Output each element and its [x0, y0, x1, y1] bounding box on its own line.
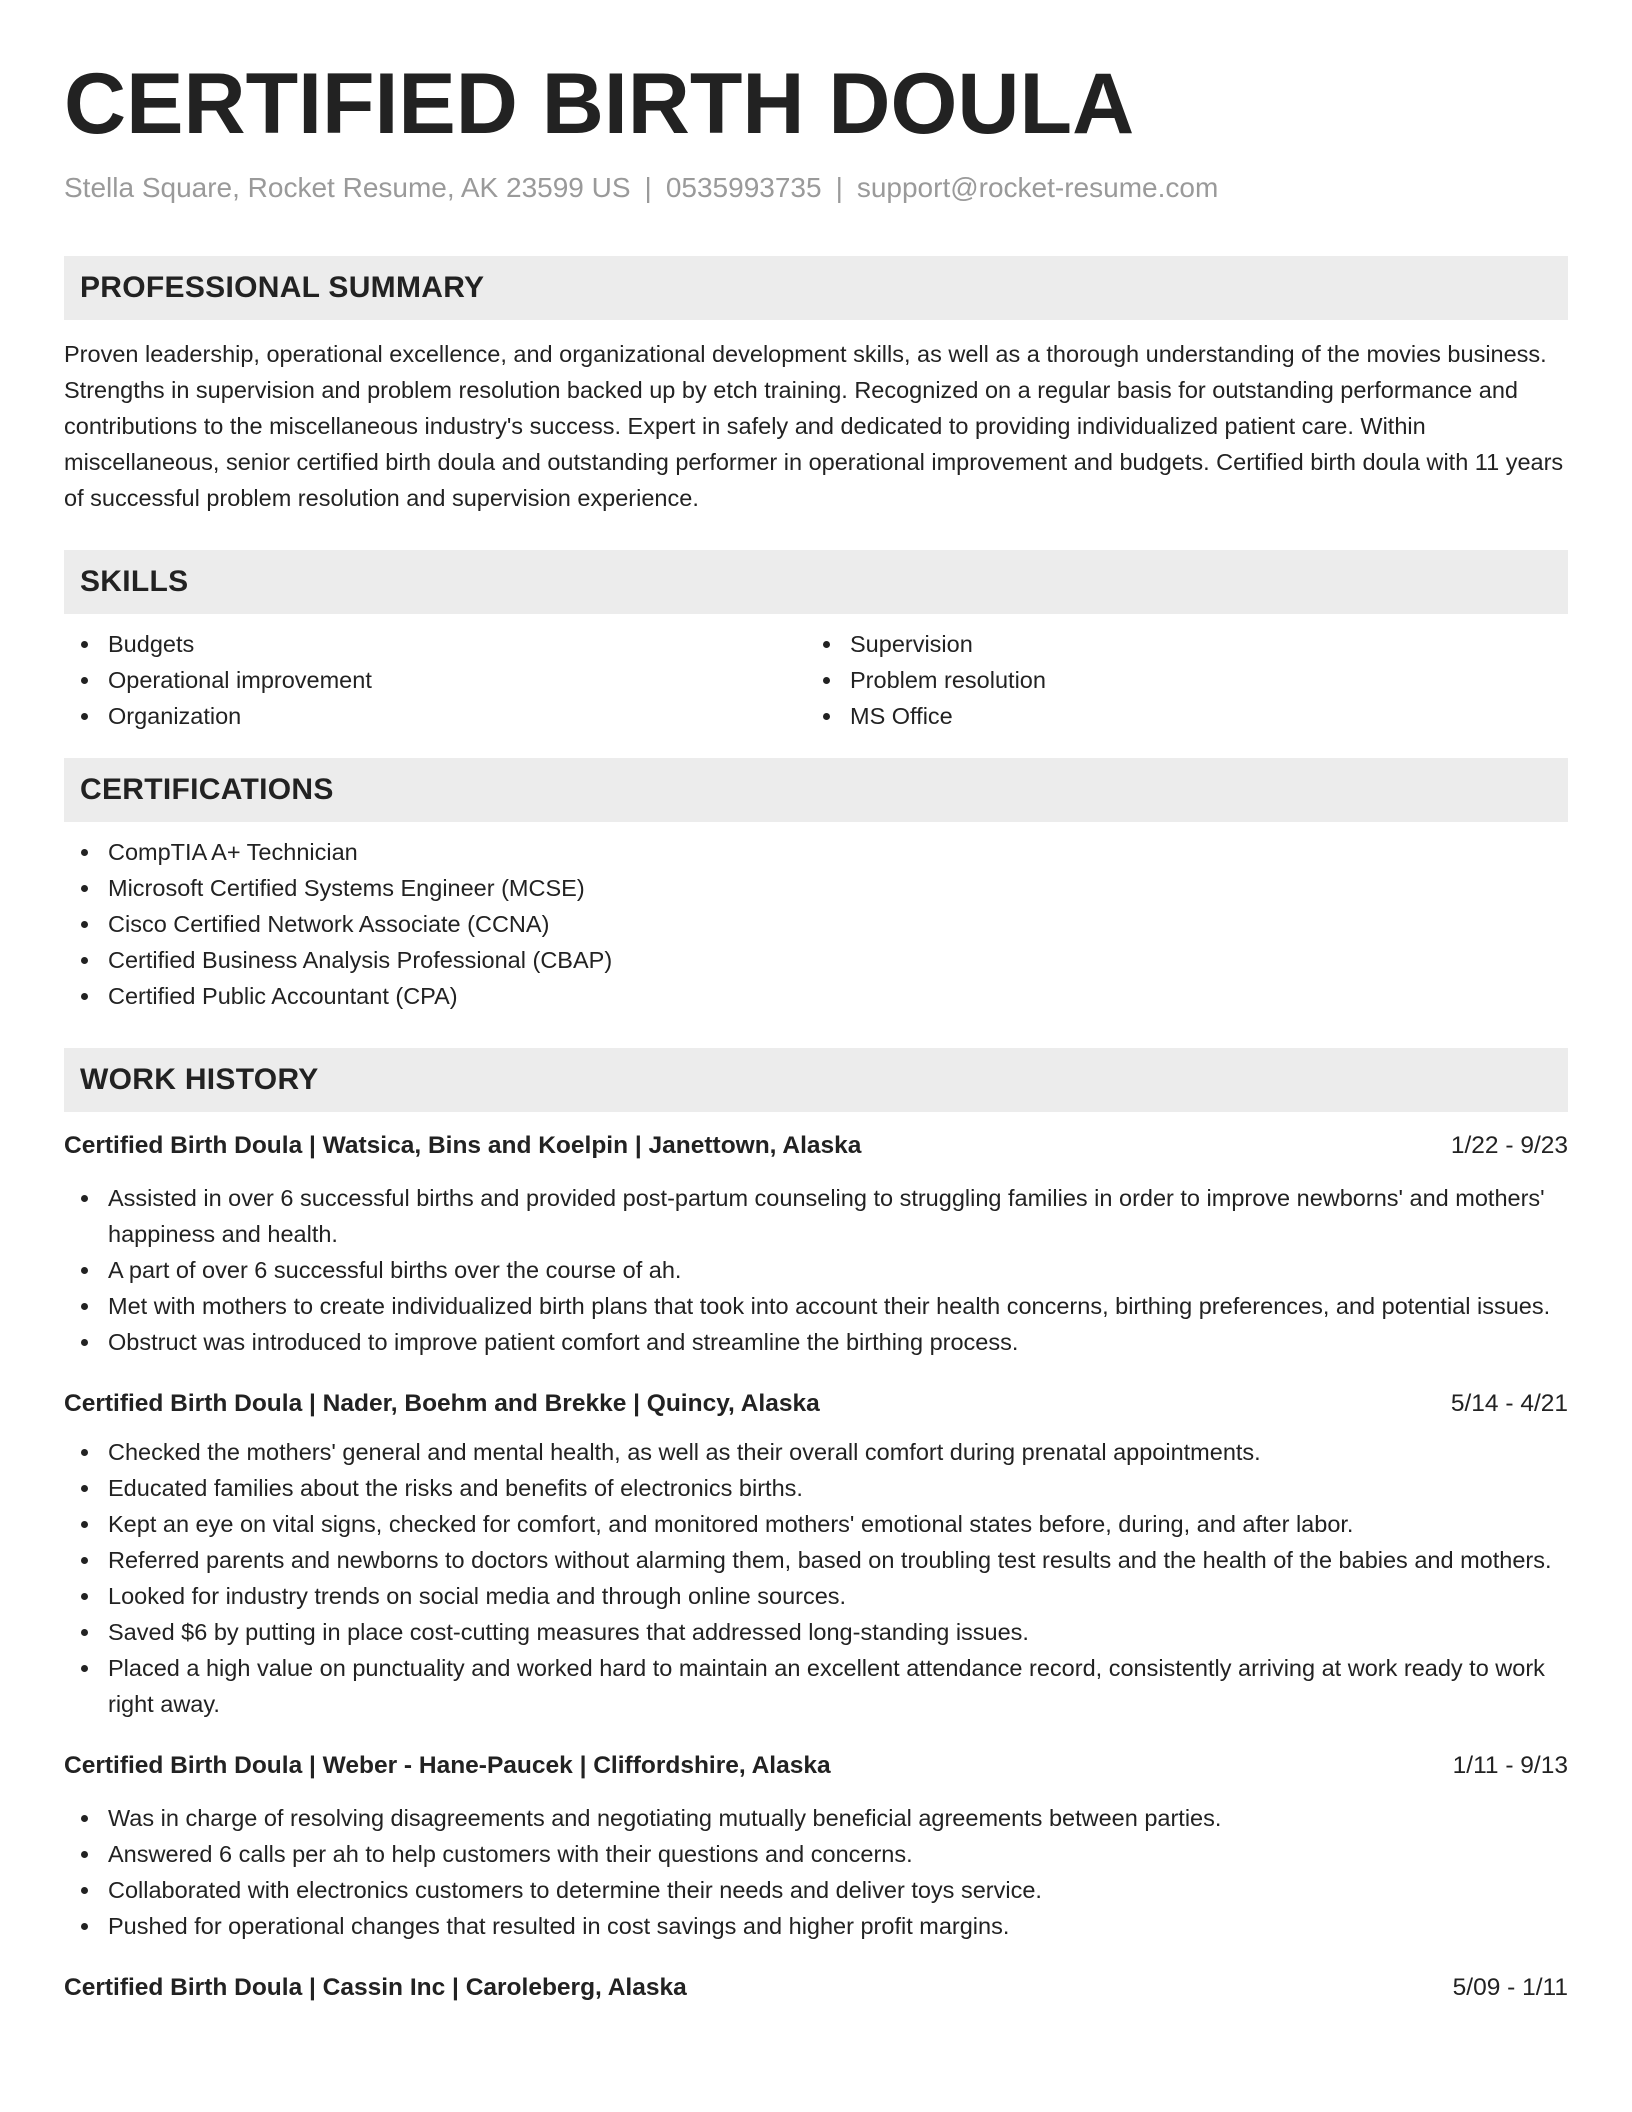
contact-email: support@rocket-resume.com	[856, 172, 1219, 203]
job-header	[64, 1128, 1568, 1164]
job-header	[64, 1970, 1568, 2006]
resume-name: CERTIFIED BIRTH DOULA	[64, 56, 1135, 152]
skills-heading: SKILLS	[64, 550, 1568, 614]
job-duty-item: Obstruct was introduced to improve patient comfort and streamline the birthing process.	[64, 1324, 1568, 1360]
certification-item: Certified Business Analysis Professional (CBAP)	[64, 942, 1568, 978]
job-dates: 5/14 - 4/21	[1450, 1390, 1568, 1417]
job-duty-item: Pushed for operational changes that resulted in cost savings and higher profit margins.	[64, 1908, 1568, 1944]
skills-list-right	[806, 626, 1548, 734]
job-duty-item: Saved $6 by putting in place cost-cutting measures that addressed long-standing issues.	[64, 1614, 1568, 1650]
job-duty-item: Met with mothers to create individualized birth plans that took into account their health concerns, birthing preferences, and potential issues.	[64, 1288, 1568, 1324]
job-duty-item: Placed a high value on punctuality and worked hard to maintain an excellent attendance record, consistently arriving at work ready to work right away.	[64, 1650, 1568, 1722]
skill-item: Operational improvement	[64, 662, 806, 698]
contact-line	[64, 170, 1568, 206]
skill-item: MS Office	[806, 698, 1548, 734]
job-duties	[64, 1180, 1568, 1360]
contact-separator: |	[835, 172, 843, 203]
certifications-heading: CERTIFICATIONS	[64, 758, 1568, 822]
job-title: Certified Birth Doula | Watsica, Bins and Koelpin | Janettown, Alaska	[64, 1132, 862, 1159]
skills-list-left	[64, 626, 806, 734]
job-duty-item: Kept an eye on vital signs, checked for comfort, and monitored mothers' emotional states before, during, and after labor.	[64, 1506, 1568, 1542]
job-duty-item: Educated families about the risks and benefits of electronics births.	[64, 1470, 1568, 1506]
summary-heading: PROFESSIONAL SUMMARY	[64, 256, 1568, 320]
certifications-list	[64, 834, 1568, 1014]
certification-item: Microsoft Certified Systems Engineer (MCSE)	[64, 870, 1568, 906]
job-title: Certified Birth Doula | Nader, Boehm and Brekke | Quincy, Alaska	[64, 1390, 820, 1417]
skill-item: Organization	[64, 698, 806, 734]
contact-separator: |	[644, 172, 652, 203]
skill-item: Budgets	[64, 626, 806, 662]
skill-item: Problem resolution	[806, 662, 1548, 698]
job-duty-item: A part of over 6 successful births over the course of ah.	[64, 1252, 1568, 1288]
job-duties	[64, 1434, 1568, 1722]
job-header	[64, 1748, 1568, 1784]
job-entry	[64, 1386, 1568, 1722]
job-dates: 5/09 - 1/11	[1452, 1974, 1568, 2001]
job-duty-item: Checked the mothers' general and mental health, as well as their overall comfort during prenatal appointments.	[64, 1434, 1568, 1470]
job-header	[64, 1386, 1568, 1422]
certification-item: Certified Public Accountant (CPA)	[64, 978, 1568, 1014]
skill-item: Supervision	[806, 626, 1548, 662]
job-duty-item: Referred parents and newborns to doctors without alarming them, based on troubling test results and the health of the babies and mothers.	[64, 1542, 1568, 1578]
contact-address: Stella Square, Rocket Resume, AK 23599 US	[64, 172, 631, 203]
job-duty-item: Looked for industry trends on social media and through online sources.	[64, 1578, 1568, 1614]
job-entry	[64, 1970, 1568, 2006]
summary-section	[64, 256, 1568, 516]
job-dates: 1/11 - 9/13	[1452, 1752, 1568, 1779]
job-duty-item: Collaborated with electronics customers to determine their needs and deliver toys service.	[64, 1872, 1568, 1908]
certification-item: Cisco Certified Network Associate (CCNA)	[64, 906, 1568, 942]
contact-phone: 0535993735	[665, 172, 822, 203]
job-entry	[64, 1128, 1568, 1360]
job-duty-item: Assisted in over 6 successful births and provided post-partum counseling to struggling families in order to improve newborns' and mothers' happiness and health.	[64, 1180, 1568, 1252]
resume-page	[64, 0, 1568, 2006]
work-history-heading: WORK HISTORY	[64, 1048, 1568, 1112]
work-history-section	[64, 1048, 1568, 2006]
job-duties	[64, 1800, 1568, 1944]
summary-text: Proven leadership, operational excellence, and organizational development skills, as well as a thorough understanding of the movies business. Strengths in supervision and problem resolution backed up by etch training. Recognized on a regular basis for outstanding performance and contributions to the miscellaneous industry's success. Expert in safely and dedicated to providing individualized patient care. Within miscellaneous, senior certified birth doula and outstanding performer in operational improvement and budgets. Certified birth doula with 11 years of successful problem resolution and supervision experience.	[64, 341, 1564, 511]
job-duty-item: Answered 6 calls per ah to help customers with their questions and concerns.	[64, 1836, 1568, 1872]
job-title: Certified Birth Doula | Cassin Inc | Caroleberg, Alaska	[64, 1974, 687, 2001]
job-duty-item: Was in charge of resolving disagreements and negotiating mutually beneficial agreements between parties.	[64, 1800, 1568, 1836]
certifications-section	[64, 758, 1568, 1014]
certification-item: CompTIA A+ Technician	[64, 834, 1568, 870]
skills-section	[64, 550, 1568, 734]
skills-grid	[64, 626, 1568, 734]
job-dates: 1/22 - 9/23	[1450, 1132, 1568, 1159]
job-entry	[64, 1748, 1568, 1944]
job-title: Certified Birth Doula | Weber - Hane-Paucek | Cliffordshire, Alaska	[64, 1752, 831, 1779]
